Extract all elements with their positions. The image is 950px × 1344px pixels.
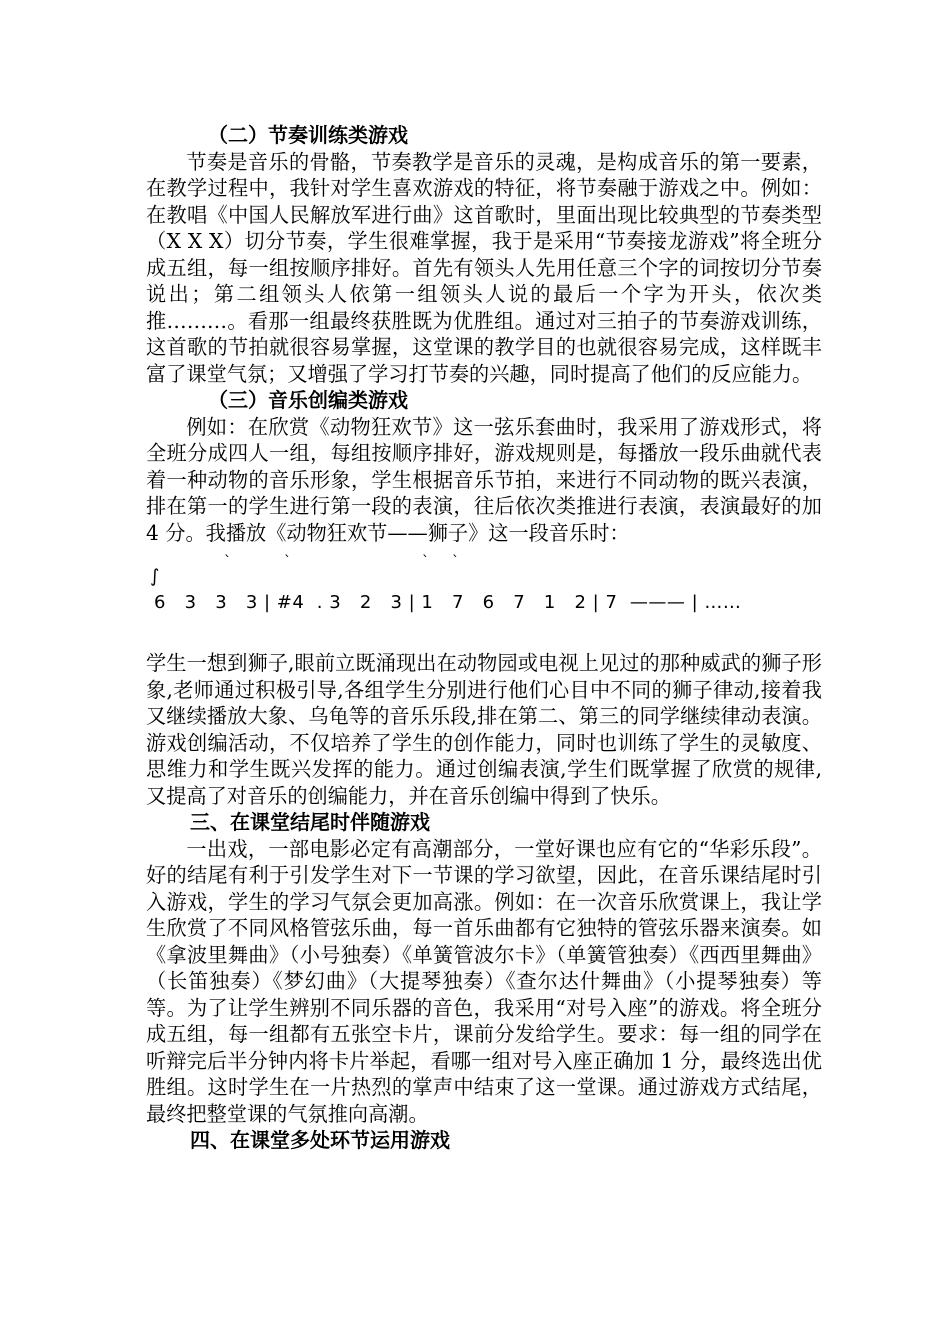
accent-mark: `	[284, 554, 291, 570]
section-heading-rhythm-games: （二）节奏训练类游戏	[208, 123, 408, 147]
paragraph-creative-games: 例如：在欣赏《动物狂欢节》这一弦乐套曲时，我采用了游戏形式，将全班分成四人一组，每组按顺序排好，游戏规则是，每播放一段乐曲就代表着一种动物的音乐形象，学生根据音乐节拍，来进行不同动物的既兴表演，排在第一的学生进行第一段的表演，往后依次类推进行表演，表演最好的加 4 分。我播放《动物狂欢节——狮子》这一段音乐时：	[146, 414, 822, 545]
notation-slur: ∫	[150, 566, 160, 587]
music-notation	[146, 554, 822, 644]
notation-line: 6 3 3 3 | #4 . 3 2 3 | 1 7 6 7 1 2 | 7 ——— | ……	[154, 592, 742, 613]
notation-accent-marks	[146, 554, 822, 576]
document-page	[146, 122, 822, 1154]
paragraph-after-notation: 学生一想到狮子,眼前立既涌现出在动物园或电视上见过的那种威武的狮子形象,老师通过积极引导,各组学生分别进行他们心目中不同的狮子律动,接着我又继续播放大象、乌龟等的音乐乐段,排在第二、第三的同学继续律动表演。游戏创编活动，不仅培养了学生的创作能力，同时也训练了学生的灵敏度、思维力和学生既兴发挥的能力。通过创编表演,学生们既掌握了欣赏的规律,又提高了对音乐的创编能力，并在音乐创编中得到了快乐。	[146, 651, 822, 808]
accent-mark: `	[224, 554, 231, 570]
section-heading-ending-games: 三、在课堂结尾时伴随游戏	[190, 810, 430, 834]
paragraph-ending-games: 一出戏，一部电影必定有高潮部分，一堂好课也应有它的“华彩乐段”。好的结尾有利于引发学生对下一节课的学习欲望，因此，在音乐课结尾时引入游戏，学生的学习气氛会更加高涨。例如：在一次音乐欣赏课上，我让学生欣赏了不同风格管弦乐曲，每一首乐曲都有它独特的管弦乐器来演奏。如《拿波里舞曲》（小号独奏）《单簧管波尔卡》（单簧管独奏）《西西里舞曲》（长笛独奏）《梦幻曲》（大提琴独奏）《查尔达什舞曲》（小提琴独奏）等等。为了让学生辨别不同乐器的音色，我采用“对号入座”的游戏。将全班分成五组，每一组都有五张空卡片，课前分发给学生。要求：每一组的同学在听辩完后半分钟内将卡片举起，看哪一组对号入座正确加 1 分，最终选出优胜组。这时学生在一片热烈的掌声中结束了这一堂课。通过游戏方式结尾，最终把整堂课的气氛推向高潮。	[146, 836, 822, 1126]
accent-mark: `	[422, 554, 429, 570]
section-heading-multi-stage-games: 四、在课堂多处环节运用游戏	[190, 1128, 450, 1152]
accent-mark: `	[452, 554, 459, 570]
paragraph-rhythm-games: 节奏是音乐的骨骼，节奏教学是音乐的灵魂，是构成音乐的第一要素，在教学过程中，我针对学生喜欢游戏的特征，将节奏融于游戏之中。例如：在教唱《中国人民解放军进行曲》这首歌时，里面出现比较典型的节奏类型（X X X）切分节奏，学生很难掌握，我于是采用“节奏接龙游戏”将全班分成五组，每一组按顺序排好。首先有领头人先用任意三个字的词按切分节奏说出；第二组领头人依第一组领头人说的最后一个字为开头，依次类推………。看那一组最终获胜既为优胜组。通过对三拍子的节奏游戏训练，这首歌的节拍就很容易掌握，这堂课的教学目的也就很容易完成，这样既丰富了课堂气氛；又增强了学习打节奏的兴趣，同时提高了他们的反应能力。	[146, 149, 823, 386]
section-heading-creative-games: （三）音乐创编类游戏	[208, 388, 408, 412]
